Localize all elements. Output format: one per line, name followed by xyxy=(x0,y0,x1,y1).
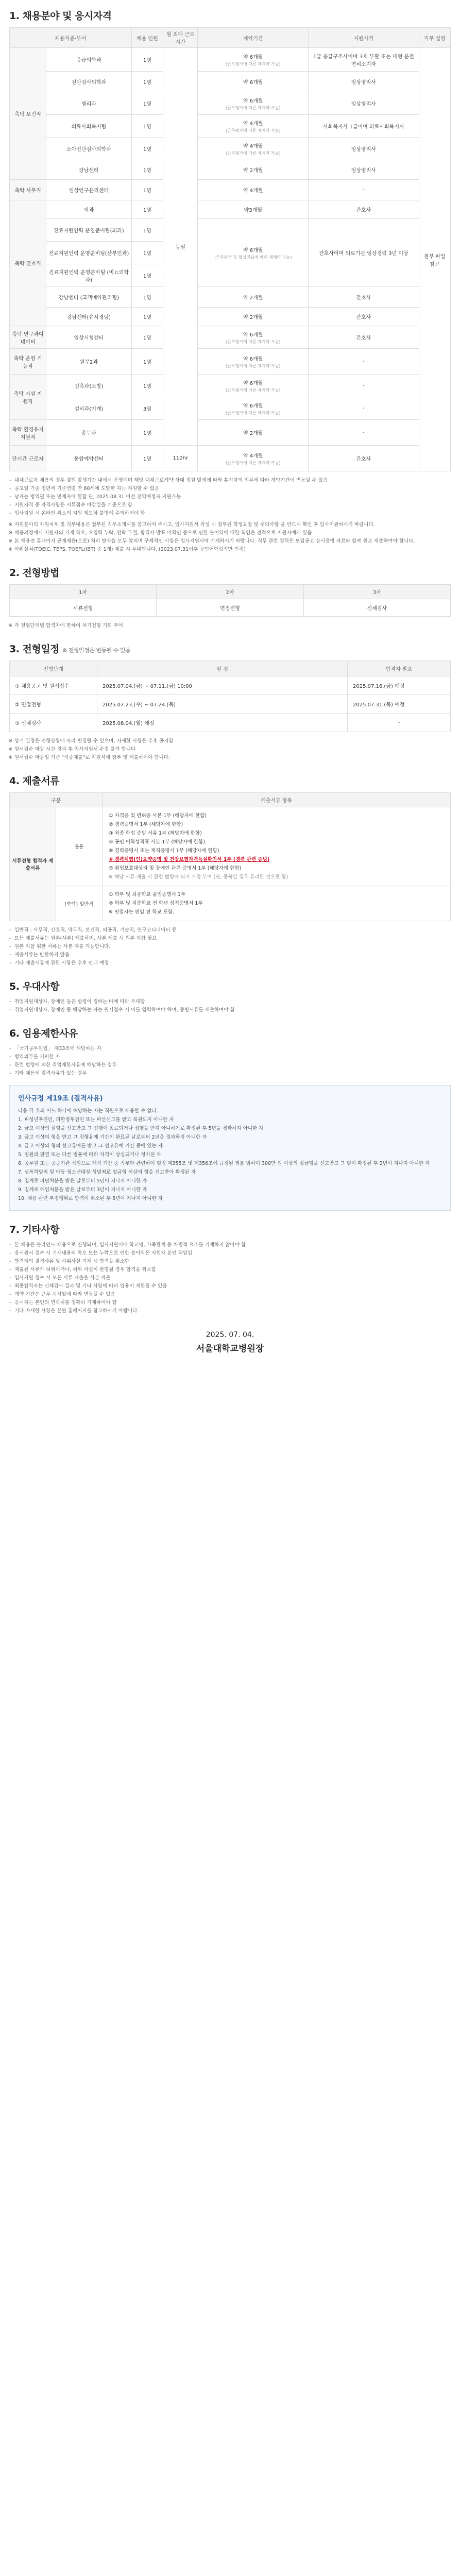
list-item: - 제출된 서류가 허위이거나, 허위 사실이 판명될 경우 합격을 취소함 xyxy=(9,1266,451,1274)
table-row xyxy=(10,200,451,219)
dept-cell: 진료지원인력 운영준비팀 (비뇨의학과) xyxy=(46,264,132,287)
period-cell: 약 2개월 xyxy=(198,160,309,180)
box-line: 2. 금고 이상의 실형을 선고받고 그 집행이 종료되거나 집행을 받지 아니하기로 확정된 후 5년을 경과하지 아니한 자 xyxy=(18,1126,264,1131)
notice-date: 2025. 07. 04. xyxy=(206,1331,254,1339)
documents-notes xyxy=(9,926,451,968)
count-cell: 1명 xyxy=(131,308,163,326)
list-item: - 최종합격자는 신체검사 결과 및 기타 사항에 따라 임용이 제한될 수 있음 xyxy=(9,1282,451,1291)
qualification-cell: 임상병리사 xyxy=(309,92,419,115)
count-cell: 1명 xyxy=(131,180,163,200)
dept-cell: 진료지원인력 운영준비팀(외과) xyxy=(46,219,132,242)
category-cell: 축탁 사무직 xyxy=(10,180,46,200)
period-cell: 약 4개월 (근무평가에 따른 재계약 가능) xyxy=(198,115,309,138)
description-cell: 첨부 파일 참고 xyxy=(419,48,450,471)
table-row xyxy=(10,420,451,446)
section-title-1: 1. 채용분야 및 응시자격 xyxy=(9,10,112,22)
qualification-cell: - xyxy=(309,180,419,200)
process-table xyxy=(9,584,451,617)
qualification-cell: 1급 응급구조사이며 3호 부활 또는 대형 운전면허소지자 xyxy=(309,48,419,72)
count-cell: 1명 xyxy=(131,160,163,180)
qualification-cell: - xyxy=(309,397,419,420)
process-notes xyxy=(9,622,451,630)
common-items: ① 자격증 및 면허증 사본 1부 (해당자에 한함) ② 경력증명서 1부 (해당자에 한함) ③ 최종 학업 증빙 서류 1부 (해당자에 한함) ④ 공인 어학성적표 사본 1부 (해당자에 한함) ⑤ 경력증명서 또는 재직증명서 1부 (해당자에 한함) ⑥ 경력체험(인)요약증명 및 건강보험자격득실확인서 1부 (경력 관련 증빙) ⑦ 취업보호대상자 및 장애인 관련 증명서 1부 (해당자에 한함) ※ 해당 서류 제출 시 관련 법령에 의거 가점 부여 (단, 중복일 경우 유리한 것으로 함) xyxy=(103,807,451,886)
table-row xyxy=(10,72,451,92)
box-line: 6. 공무원 또는 공공기관 직원으로 재직 기간 중 직무와 관련하여 형법 제355조 및 제356조에 규정된 죄를 범하여 300만 원 이상의 벌금형을 선고받고 그 형이 확정된 후 2년이 지나지 아니한 자 xyxy=(18,1161,430,1166)
category-cell: 축탁 운영 기능직 xyxy=(10,349,46,375)
count-cell: 1명 xyxy=(131,92,163,115)
stage-1: 서류전형 xyxy=(10,599,157,617)
date-cell: 2025.07.04.(금) ~ 07.11.(금) 10:00 xyxy=(97,676,348,695)
period-cell: 약 6개월 (근무평가에 따른 재계약 가능) xyxy=(198,326,309,349)
stage-3: 신체검사 xyxy=(303,599,450,617)
list-item: ※ 원서접수 마감일 기준 "적중제출"로 지원서에 첨부 및 제출하여야 합니다. xyxy=(9,754,451,762)
box-line: 8. 징계로 파면처분을 받은 날로부터 5년이 지나지 아니한 자 xyxy=(18,1178,147,1184)
qualification-cell: 간호사 xyxy=(309,326,419,349)
period-cell: 약 6개월 xyxy=(198,72,309,92)
period-cell: 약 6개월 (근무평가에 따른 재계약 가능) xyxy=(198,92,309,115)
table-row xyxy=(10,695,451,714)
period-cell: 약 4개월 (근무평가에 따른 재계약 가능) xyxy=(198,138,309,160)
stage-cell: ③ 신체검사 xyxy=(10,714,97,732)
table-row xyxy=(10,807,451,886)
table-row xyxy=(10,714,451,732)
section-title-3: 3. 전형일정 ※ 전형일정은 변동될 수 있음 xyxy=(9,643,131,655)
period-cell: 약 4개월 (근무평가에 따른 재계약 가능) xyxy=(198,446,309,471)
list-item: - 기타 자세한 사항은 본원 홈페이지를 참고하시기 바랍니다. xyxy=(9,1307,451,1315)
qualification-cell: 임상병리사 xyxy=(309,138,419,160)
footer xyxy=(9,1331,451,1354)
count-cell: 1명 xyxy=(131,446,163,471)
list-item: - 원본 지참 위한 서류는 사본 제출 가능합니다. xyxy=(9,943,451,951)
qualification-cell: 간호사 xyxy=(309,446,419,471)
count-cell: 1명 xyxy=(131,264,163,287)
count-cell: 1명 xyxy=(131,326,163,349)
table-row xyxy=(10,219,451,242)
qualification-cell: 간호사 xyxy=(309,287,419,308)
result-cell: 2025.07.31.(목) 예정 xyxy=(348,695,451,714)
table-row xyxy=(10,375,451,397)
list-item: - 합격자의 결격사유 및 허위사실 기재 시 합격을 취소함 xyxy=(9,1258,451,1266)
dept-cell: 강남센터(유시경팀) xyxy=(46,308,132,326)
header-count: 채용 인원 xyxy=(131,28,163,48)
positions-header-row xyxy=(10,28,451,48)
count-cell: 1명 xyxy=(131,200,163,219)
count-cell: 1명 xyxy=(131,375,163,397)
dept-cell: 의료사회복지팀 xyxy=(46,115,132,138)
dept-cell: 외과 xyxy=(46,200,132,219)
list-item: - 응시자는 본인의 연락처를 정확히 기재하여야 함 xyxy=(9,1299,451,1307)
qualification-cell: 간호사 xyxy=(309,308,419,326)
positions-marks xyxy=(9,521,451,554)
dept-cell: 응급의학과 xyxy=(46,48,132,72)
list-item: - 기타 채용에 결격사유가 있는 경우 xyxy=(9,1070,451,1078)
list-item: - 기타 제출서류에 관한 사항은 추후 안내 예정 xyxy=(9,959,451,968)
box-title: 인사규정 제19조 (결격사유) xyxy=(18,1095,103,1103)
dept-cell: 건축과(소방) xyxy=(46,375,132,397)
section-title-4: 4. 제출서류 xyxy=(9,775,59,787)
table-row xyxy=(10,92,451,115)
list-item: ※ 지원분야의 자원처우 및 직무내용은 첨부된 직무소개서를 참고하여 주시고, 입사지원서 작성 시 첨부된 학생요청 및 주의사항 을 반드시 확인 후 입사지원하시기 바랍니다. xyxy=(9,521,451,529)
result-cell: 2025.07.16.(금) 예정 xyxy=(348,676,451,695)
period-cell: 약 6개월 (근무평가에 따른 재계약 가능) xyxy=(198,349,309,375)
table-row xyxy=(10,115,451,138)
process-row xyxy=(10,599,451,617)
hours-cell: 동일 xyxy=(163,48,198,446)
qualification-cell: - xyxy=(309,349,419,375)
qualification-cell: 임상병리사 xyxy=(309,72,419,92)
box-line: 7. 성폭력범죄 및 아동·청소년대상 성범죄로 벌금형 이상의 형을 선고받아 확정된 자 xyxy=(18,1170,196,1175)
header-description: 직무 설명 xyxy=(419,28,450,48)
stage-2: 면접전형 xyxy=(157,599,303,617)
header-qualification: 지원자격 xyxy=(309,28,419,48)
count-cell: 1명 xyxy=(131,242,163,264)
box-line: 다음 각 호의 어느 하나에 해당하는 자는 직원으로 채용할 수 없다. xyxy=(18,1108,158,1114)
category-cell: 축탁 환경유지 지원직 xyxy=(10,420,46,446)
dept-cell: 총무과 xyxy=(46,420,132,446)
category-cell: 축탁 간호직 xyxy=(10,200,46,326)
table-row xyxy=(10,287,451,308)
common-label: 공통 xyxy=(56,807,103,886)
documents-table xyxy=(9,792,451,921)
category-cell: 축탁 보건직 xyxy=(10,48,46,180)
category-cell: 단시간 근로자 xyxy=(10,446,46,471)
list-item: - 모든 제출서류는 원본(사본) 제출하며, 사본 제출 시 원본 지참 필요 xyxy=(9,935,451,943)
hours-cell: 110hr xyxy=(163,446,198,471)
list-item: - 취업지원대상자, 장애인 등은 법령이 정하는 바에 따라 우대함 xyxy=(9,998,451,1006)
list-item: - 제출서류는 반환하지 않음 xyxy=(9,951,451,959)
list-item: - 「국가공무원법」 제33조에 해당하는 자 xyxy=(9,1045,451,1053)
count-cell: 1명 xyxy=(131,115,163,138)
category-cell: 축탁 시설 지원직 xyxy=(10,375,46,420)
table-row xyxy=(10,886,451,921)
list-item: - 관련 법령에 의한 취업제한사유에 해당하는 경우 xyxy=(9,1061,451,1070)
section-title-7: 7. 기타사항 xyxy=(9,1224,59,1235)
dept-cell: 원무2과 xyxy=(46,349,132,375)
table-row xyxy=(10,180,451,200)
date-cell: 2025.08.04.(월) 예정 xyxy=(97,714,348,732)
period-cell: 약 6개월 (근무평가에 따른 재계약 가능) xyxy=(198,397,309,420)
table-row xyxy=(10,349,451,375)
list-item: - 병역의무를 기피한 자 xyxy=(9,1053,451,1061)
table-row xyxy=(10,138,451,160)
period-cell: 약 6개월 (근무평가에 따른 재계약 가능) xyxy=(198,48,309,72)
list-item: - 입사지원 접수 시 모든 서류 제출은 사본 제출 xyxy=(9,1274,451,1282)
list-item: ※ 채용과정에서 지원자의 기재 착오, 오입력 누락, 연락 두절, 합격자 발표 미확인 등으로 인한 불이익에 대한 책임은 전적으로 지원자에게 있음 xyxy=(9,529,451,537)
dept-cell: 임상연구윤리센터 xyxy=(46,180,132,200)
count-cell: 1명 xyxy=(131,138,163,160)
box-line: 3. 금고 이상의 형을 받고 그 집행유예 기간이 완료된 날로부터 2년을 경과하지 아니한 자 xyxy=(18,1134,207,1140)
positions-notes xyxy=(9,477,451,518)
result-cell: - xyxy=(348,714,451,732)
section-title-6: 6. 임용제한사유 xyxy=(9,1028,78,1039)
box-line: 9. 징계로 해임처분을 받은 날로부터 3년이 지나지 아니한 자 xyxy=(18,1187,147,1193)
dept-cell: 강남센터 xyxy=(46,160,132,180)
period-cell: 약 2개월 xyxy=(198,308,309,326)
schedule-header-row xyxy=(10,661,451,676)
table-row xyxy=(10,676,451,695)
header-items: 제출서류 항목 xyxy=(103,793,451,807)
dept-cell: 진료지원인력 운영준비팀(산부인과) xyxy=(46,242,132,264)
list-item: ※ 본 채용전 홈페이지 공개채용(으로) 처리 방식을 모두 알리며 구체적인 사항은 입사지원서에 기재하시기 바랍니다. 직무 관련 경력은 모집공고 상시증빙 자료와 함께 원본 제출하여야 합니다. xyxy=(9,537,451,546)
list-item: - 일반직 : 사무직, 간호직, 약무직, 보건직, 의공직, 기술직, 연구코디네이터 등 xyxy=(9,926,451,935)
table-row xyxy=(10,326,451,349)
schedule-table xyxy=(9,660,451,732)
table-row xyxy=(10,446,451,471)
box-line: 5. 법원의 판결 또는 다른 법률에 따라 자격이 상실되거나 정지된 자 xyxy=(18,1152,161,1158)
period-cell: 약 2개월 xyxy=(198,287,309,308)
period-cell: 약3개월 xyxy=(198,200,309,219)
header-type: 구분 xyxy=(10,793,103,807)
header-stage-2: 2차 xyxy=(157,585,303,599)
date-cell: 2025.07.23.(수) ~ 07.24.(목) xyxy=(97,695,348,714)
list-item: - 응시원서 접수 시 기재내용의 착오 또는 누락으로 인한 불이익은 지원자 본인 책임임 xyxy=(9,1249,451,1258)
list-item: ※ 각 전형단계별 합격자에 한하여 차기전형 기회 부여 xyxy=(9,622,451,630)
list-item: - 지원자격 중 자격사항은 서류접수 마감일을 기준으로 함 xyxy=(9,501,451,510)
period-cell: 약 2개월 xyxy=(198,420,309,446)
qualification-cell: 사회복지사 1급이며 의료사회복지사 xyxy=(309,115,419,138)
period-cell: 약 6개월 (근무평가 및 협업진료에 따른 재계약 가능) xyxy=(198,219,309,287)
schedule-notes xyxy=(9,737,451,762)
list-item: - 취업지원대상자, 장애인 등 해당하는 자는 원서접수 시 이를 입력하여야 하며, 증빙서류를 제출하여야 함 xyxy=(9,1006,451,1014)
count-cell: 1명 xyxy=(131,72,163,92)
header-result: 합격자 발표 xyxy=(348,661,451,676)
box-line: 4. 금고 이상의 형의 선고유예를 받고 그 선고유예 기간 중에 있는 자 xyxy=(18,1143,163,1149)
period-cell: 약 4개월 xyxy=(198,180,309,200)
add-items: ① 학부 및 최종학교 졸업증명서 1부 ② 학부 및 최종학교 전 학년 성적증명서 1부 ※ 면접자는 편입 전 학교 포함. xyxy=(103,886,451,921)
header-hours: 월 최대 근로시간 xyxy=(163,28,198,48)
dept-cell: 설비과(기계) xyxy=(46,397,132,420)
box-line: 10. 채용 관련 부정행위로 합격이 취소된 후 5년이 지나지 아니한 자 xyxy=(18,1196,163,1201)
count-cell: 1명 xyxy=(131,287,163,308)
dept-cell: 진단검사의학과 xyxy=(46,72,132,92)
header-stage: 전형단계 xyxy=(10,661,97,676)
dept-cell: 소아진단검사의학과 xyxy=(46,138,132,160)
section-title-5: 5. 우대사항 xyxy=(9,981,59,992)
count-cell: 1명 xyxy=(131,420,163,446)
issuer-name: 서울대학교병원장 xyxy=(196,1344,264,1354)
header-dept: 채용직종·부서 xyxy=(10,28,132,48)
table-row xyxy=(10,397,451,420)
dept-cell: 병리과 xyxy=(46,92,132,115)
stage-cell: ① 채용공고 및 원서접수 xyxy=(10,676,97,695)
period-cell: 약 6개월 (근무평가에 따른 재계약 가능) xyxy=(198,375,309,397)
count-cell: 1명 xyxy=(131,349,163,375)
stage-cell: ② 면접전형 xyxy=(10,695,97,714)
documents-header-row xyxy=(10,793,451,807)
qualification-cell: - xyxy=(309,375,419,397)
qualification-cell: 간호사이며 의료기관 임상경력 3년 이상 xyxy=(309,219,419,287)
count-cell: 1명 xyxy=(131,48,163,72)
process-header-row xyxy=(10,585,451,599)
qualification-cell: 임상병리사 xyxy=(309,160,419,180)
positions-table xyxy=(9,27,451,471)
header-stage-3: 3차 xyxy=(303,585,450,599)
restriction-notes xyxy=(9,1045,451,1078)
list-item: - 본 채용은 블라인드 채용으로 진행되며, 입사지원서에 학교명, 가족관계 등 차별적 요소를 기재하지 않아야 함 xyxy=(9,1241,451,1249)
count-cell: 3명 xyxy=(131,397,163,420)
qualification-cell: - xyxy=(309,420,419,446)
list-item: - 공고일 기준 정년에 기준연령 만 60세에 도달한 자는 지원할 수 없음 xyxy=(9,485,451,493)
box-line: 1. 피성년후견인, 피한정후견인 또는 파산선고를 받고 복권되지 아니한 자 xyxy=(18,1117,174,1123)
list-item: - 남자는 병역필 또는 면제자에 한함 단, 2025.08.31.이전 전역예정자 지원가능 xyxy=(9,493,451,501)
table-row xyxy=(10,160,451,180)
table-row xyxy=(10,48,451,72)
dept-cell: 임상시험센터 xyxy=(46,326,132,349)
other-notes xyxy=(9,1241,451,1315)
dept-cell: 강남센터 (고객예약관리팀) xyxy=(46,287,132,308)
preference-notes xyxy=(9,998,451,1014)
section-title-2: 2. 전형방법 xyxy=(9,567,59,579)
add-label: (축탁) 일반직 xyxy=(56,886,103,921)
list-item: - 입사지원 시 온라인 취소의 지원 제도하 불명에 주의하여야 함 xyxy=(9,510,451,518)
qualification-cell: 간호사 xyxy=(309,200,419,219)
category-cell: 축탁 연구과디네이터 xyxy=(10,326,46,349)
header-period: 계약기간 xyxy=(198,28,309,48)
list-item: ※ 상기 일정은 진행상황에 따라 변경될 수 있으며, 자세한 사항은 추후 공지함 xyxy=(9,737,451,745)
header-stage-1: 1차 xyxy=(10,585,157,599)
dept-cell: 통합예약센터 xyxy=(46,446,132,471)
count-cell: 1명 xyxy=(131,219,163,242)
disqualification-box xyxy=(9,1085,451,1211)
list-item: ※ 아워삼쳐(TOEIC, TEPS, TOEFL(IBT) 중 1개) 제출 시 우대합니다. (2023.07.31이후 공인어학성적만 인정) xyxy=(9,546,451,554)
list-item: ※ 원서접수 마감 시간 경과 후 입사지원서 수정 불가 합니다 xyxy=(9,745,451,754)
group-cell: 서류전형 합격자 제출서류 xyxy=(10,807,56,921)
table-row xyxy=(10,308,451,326)
header-date: 일 정 xyxy=(97,661,348,676)
list-item: - 계약 기간은 근무 시작일에 따라 변동될 수 있음 xyxy=(9,1291,451,1299)
list-item: - 대체근로자 채용의 경우 결원 발생기간 내에서 운영되며 해당 대체근로계약 상대 정원 발생에 따라 휴직자의 업무에 따라 계약기간이 변동될 수 있음 xyxy=(9,477,451,485)
